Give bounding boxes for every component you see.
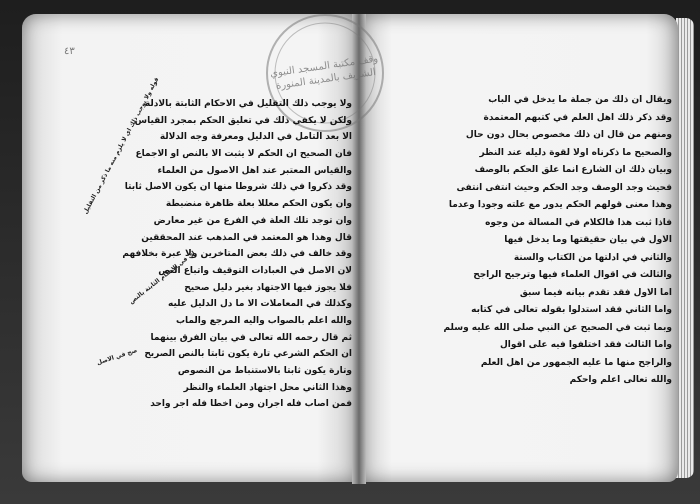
- manuscript-line: وان يكون الحكم معللا بعلة ظاهرة منضبطة: [165, 199, 352, 210]
- right-text-block: [372, 92, 672, 390]
- manuscript-line: ومنهم من قال ان ذلك مخصوص بحال دون حال: [465, 130, 672, 140]
- manuscript-line: قال وهذا هو المعتمد في المذهب عند المحققين: [141, 232, 352, 243]
- manuscript-line: واما الثالث فقد اختلفوا فيه على اقوال: [499, 340, 672, 350]
- manuscript-line: والله اعلم بالصواب واليه المرجع والماب: [175, 315, 352, 326]
- margin-gloss: قوله ولا يوجب ذلك اي لا يلزم منه ما ذكر من التقليل: [82, 76, 161, 216]
- manuscript-line: وهذا الثاني محل اجتهاد العلماء والنظر: [183, 382, 352, 393]
- manuscript-line: وبيان ذلك ان الشارع انما علق الحكم بالوصف: [474, 165, 672, 175]
- margin-gloss: صح في الاصل: [96, 347, 139, 367]
- manuscript-line: واما الثاني فقد استدلوا بقوله تعالى في كتابه: [471, 305, 672, 315]
- manuscript-line: فاذا ثبت هذا فالكلام في المسالة من وجوه: [485, 217, 672, 228]
- manuscript-line: وهذا معنى قولهم الحكم يدور مع علته وجودا وعدما: [448, 200, 672, 210]
- manuscript-line: والثاني في ادلتها من الكتاب والسنة: [513, 252, 672, 263]
- manuscript-line: الاول في بيان حقيقتها وما يدخل فيها: [504, 235, 672, 245]
- manuscript-line: فمن اصاب فله اجران ومن اخطا فله اجر واحد: [150, 399, 352, 410]
- manuscript-line: وتارة يكون ثابتا بالاستنباط من النصوص: [177, 366, 352, 376]
- folio-number: ٤٣: [64, 46, 75, 57]
- manuscript-line: والله تعالى اعلم واحكم: [569, 375, 672, 385]
- manuscript-line: ولا يوجب ذلك التقليل في الاحكام الثابتة بالادلة: [144, 99, 352, 109]
- manuscript-line: ولكن لا يكفي ذلك في تعليق الحكم بمجرد القياس: [134, 115, 352, 126]
- manuscript-line: ويقال ان ذلك من جملة ما يدخل في الباب: [488, 95, 672, 105]
- manuscript-line: والقياس المعتبر عند اهل الاصول من العلماء: [157, 165, 352, 176]
- manuscript-line: وبما ثبت في الصحيح عن النبي صلى الله عليه وسلم: [443, 322, 672, 333]
- manuscript-line: والراجح منها ما عليه الجمهور من اهل العلم: [480, 357, 672, 368]
- margin-gloss: اي في الاحكام الثابتة بالنص: [128, 249, 197, 306]
- manuscript-line: ان الحكم الشرعي تارة يكون ثابتا بالنص الصريح: [144, 349, 352, 360]
- page-edges: [676, 18, 694, 478]
- manuscript-line: فلا يجوز فيها الاجتهاد بغير دليل صحيح: [184, 282, 352, 293]
- manuscript-line: والصحيح ما ذكرناه اولا لقوة دليله عند النظر: [479, 147, 672, 158]
- manuscript-line: ثم قال رحمه الله تعالى في بيان الفرق بينهما: [150, 332, 352, 343]
- manuscript-line: وان توجد تلك العلة في الفرع من غير معارض: [153, 215, 352, 226]
- manuscript-line: وقد خالف في ذلك بعض المتاخرين ولا عبرة بخلافهم: [122, 249, 352, 260]
- stamp-text: وقف مكتبة المسجد النبوي الشريف بالمدينة المنورة: [269, 53, 379, 92]
- manuscript-line: الا بعد التامل في الدليل ومعرفة وجه الدلالة: [159, 132, 352, 143]
- manuscript-line: وقد ذكر ذلك اهل العلم في كتبهم المعتمدة: [483, 112, 672, 123]
- manuscript-line: فحيث وجد الوصف وجد الحكم وحيث انتفى انتفى: [456, 182, 672, 193]
- manuscript-line: وقد ذكروا في ذلك شروطا منها ان يكون الاصل ثابتا: [124, 182, 352, 193]
- manuscript-line: فان الصحيح ان الحكم لا يثبت الا بالنص او الاجماع: [135, 149, 352, 160]
- manuscript-line: والثالث في اقوال العلماء فيها وترجيح الراجح: [473, 270, 672, 280]
- manuscript-line: وكذلك في المعاملات الا ما دل الدليل عليه: [168, 299, 352, 310]
- manuscript-line: اما الاول فقد تقدم بيانه فيما سبق: [519, 287, 672, 298]
- manuscript-line: لان الاصل في العبادات التوقيف واتباع النص: [158, 265, 352, 276]
